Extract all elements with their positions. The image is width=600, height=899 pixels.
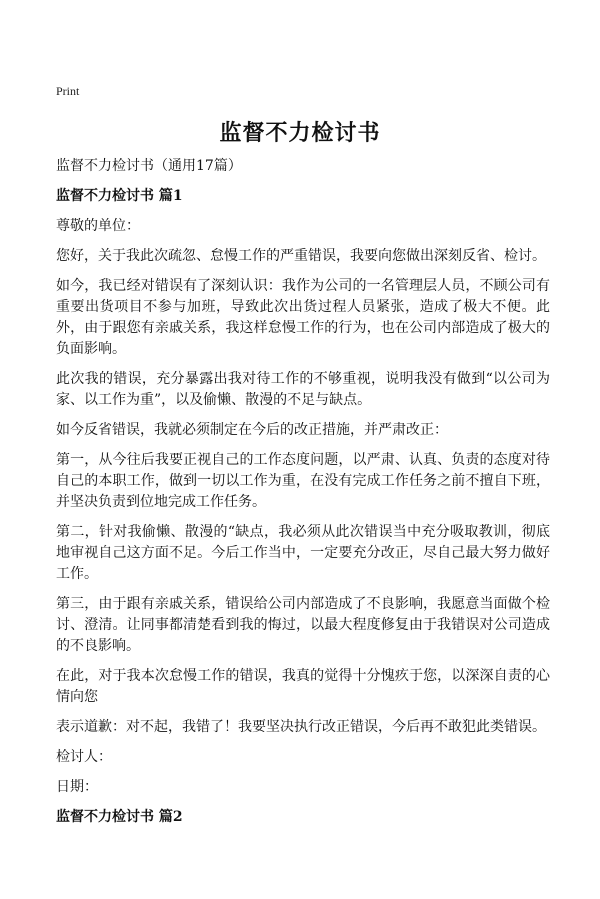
paragraph-salutation: 尊敬的单位： — [56, 218, 140, 234]
document-subtitle: 监督不力检讨书（通用17篇） — [56, 158, 242, 174]
section-heading-2: 监督不力检讨书 篇2 — [56, 809, 183, 825]
paragraph: 此次我的错误，充分暴露出我对待工作的不够重视，说明我没有做到“以公司为家、以工作为重”，以及偷懒、散漫的不足与缺点。 — [56, 371, 550, 408]
paragraph: 第一，从今往后我要正视自己的工作态度问题，以严肃、认真、负责的态度对待自己的本职工作，做到一切以工作为重，在没有完成工作任务之前不擅自下班，并坚决负责到位地完成工作任务。 — [56, 452, 550, 510]
paragraph: 第三，由于跟有亲戚关系，错误给公司内部造成了不良影响，我愿意当面做个检讨、澄清。让同事都清楚看到我的悔过，以最大程度修复由于我错误对公司造成的不良影响。 — [56, 596, 550, 654]
signature-line: 检讨人： — [56, 749, 112, 765]
paragraph: 如今反省错误，我就必须制定在今后的改正措施，并严肃改正： — [56, 422, 448, 438]
page-title: 监督不力检讨书 — [219, 120, 381, 146]
paragraph: 在此，对于我本次怠慢工作的错误，我真的觉得十分愧疚于您，以深深自责的心情向您 — [56, 668, 550, 705]
paragraph: 第二，针对我偷懒、散漫的“缺点，我必须从此次错误当中充分吸取教训，彻底地审视自己这方面不足。今后工作当中，一定要充分改正，尽自己最大努力做好工作。 — [56, 524, 550, 582]
paragraph: 表示道歉：对不起，我错了！我要坚决执行改正错误，今后再不敢犯此类错误。 — [56, 719, 546, 735]
section-heading-1: 监督不力检讨书 篇1 — [56, 188, 183, 204]
document-body — [56, 156, 550, 837]
paragraph: 您好，关于我此次疏忽、怠慢工作的严重错误，我要向您做出深刻反省、检讨。 — [56, 248, 546, 264]
paragraph: 如今，我已经对错误有了深刻认识：我作为公司的一名管理层人员，不顾公司有重要出货项目不参与加班，导致此次出货过程人员紧张，造成了极大不便。此外，由于跟您有亲戚关系，我这样怠慢工作的行为，也在公司内部造成了极大的负面影响。 — [56, 278, 550, 357]
print-label: Print — [56, 84, 80, 98]
date-line: 日期： — [56, 779, 98, 795]
